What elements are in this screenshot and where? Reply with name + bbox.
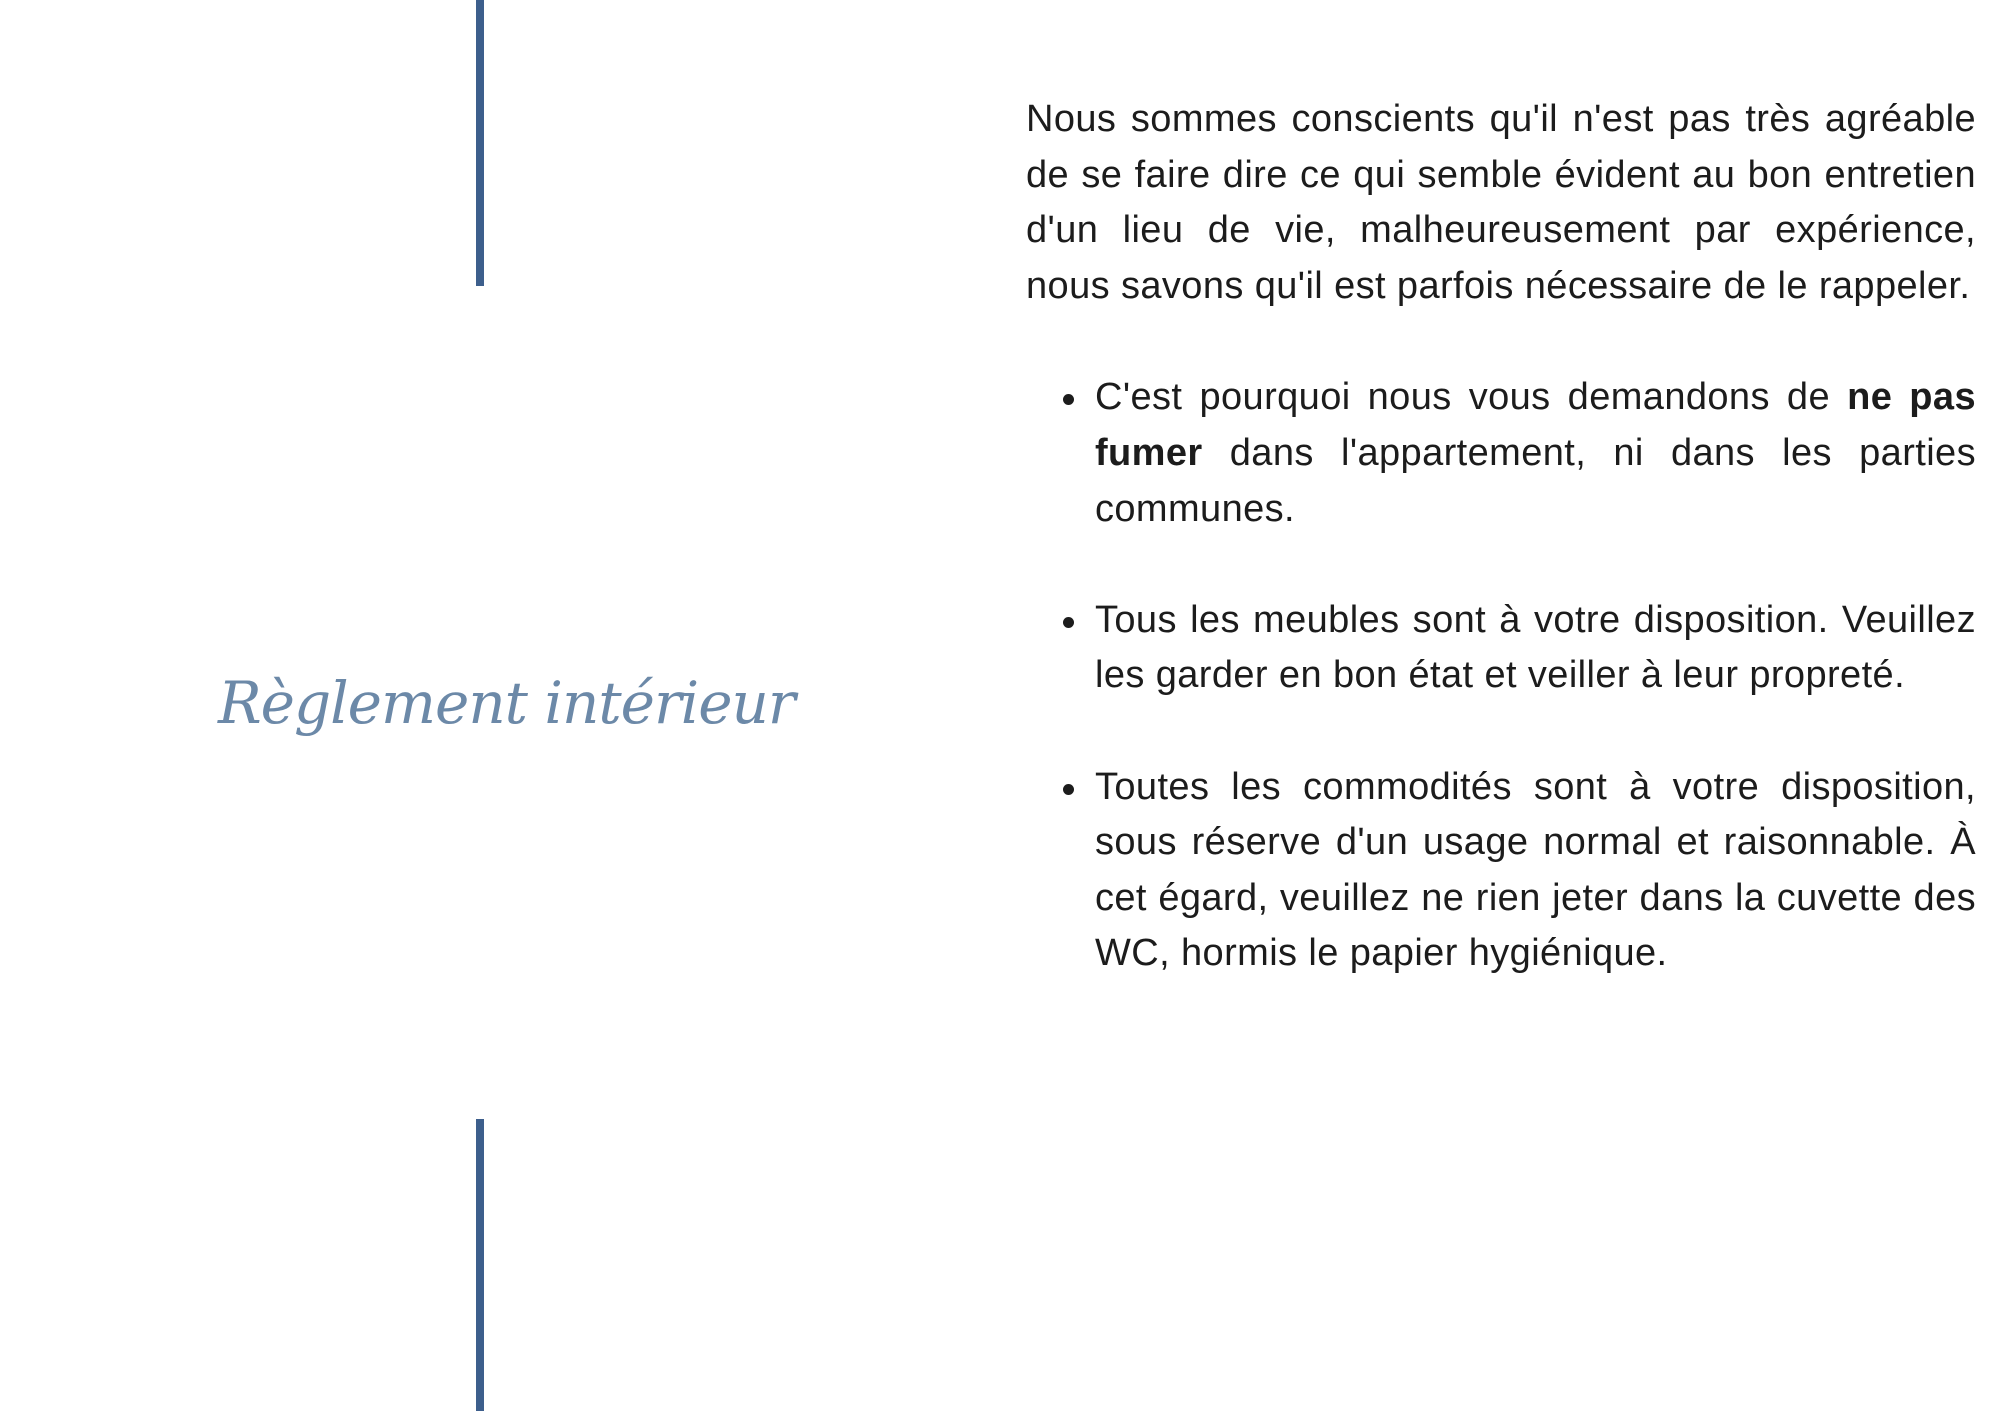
rule-item-facilities [1026,760,1976,982]
intro-paragraph: Nous sommes conscients qu'il n'est pas très agréable de se faire dire ce qui semble évident au bon entretien d'un lieu de vie, malheureusement par expérience, nous savons qu'il est parfois nécessaire de le rappeler. [1026,98,1976,307]
rule-emphasis: ne pas fumer [1095,376,1976,474]
bullet-icon [1063,784,1074,795]
page-title: Règlement intérieur [218,669,795,737]
rules-text-block [1026,92,1976,1038]
rule-text-after: dans l'appartement, ni dans les parties communes. [1095,431,1976,530]
rule-text: Tous les meubles sont à votre disposition. Veuillez les garder en bon état et veiller à leur propreté. [1095,598,1976,697]
bullet-icon [1063,394,1074,405]
rules-list [1026,370,1976,982]
vertical-divider-top [476,0,484,286]
rule-text-before: C'est pourquoi nous vous demandons de [1095,376,1848,419]
vertical-divider-bottom [476,1119,484,1411]
rule-item-furniture [1026,593,1976,704]
rule-item-no-smoking [1026,370,1976,537]
rule-text: Toutes les commodités sont à votre disposition, sous réserve d'un usage normal et raisonnable. À cet égard, veuillez ne rien jeter dans la cuvette des WC, hormis le papier hygiénique. [1095,765,1976,975]
bullet-icon [1063,617,1074,628]
